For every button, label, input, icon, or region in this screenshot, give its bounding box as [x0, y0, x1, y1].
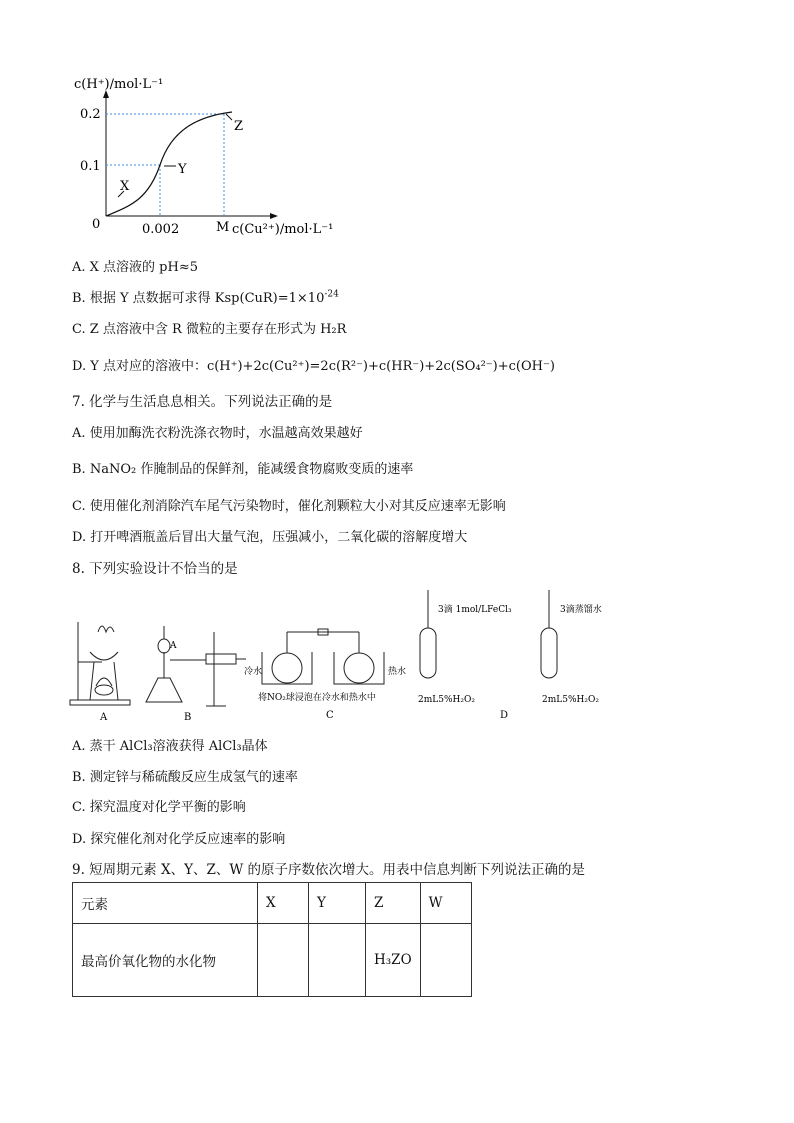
y-tick-label: 0	[92, 217, 101, 232]
x-axis-arrow	[270, 213, 278, 219]
q7-stem: 7. 化学与生活息息相关。下列说法正确的是	[72, 394, 333, 410]
table-cell	[420, 924, 471, 997]
table-cell	[258, 924, 309, 997]
q9-stem: 9. 短周期元素 X、Y、Z、W 的原子序数依次增大。用表中信息判断下列说法正确的是	[72, 862, 586, 878]
table-cell: 最高价氧化物的水化物	[73, 924, 258, 997]
figure-label-d: D	[500, 710, 509, 721]
table-header-row	[73, 883, 472, 924]
apparatus-b	[146, 626, 246, 706]
q7-option-b: B. NaNO₂ 作腌制品的保鲜剂，能减缓食物腐败变质的速率	[72, 462, 414, 477]
point-label-y: Y	[178, 162, 187, 177]
cold-water-label: 冷水	[244, 667, 263, 677]
apparatus-d	[420, 590, 557, 678]
figure-label-c: C	[326, 710, 334, 721]
z-point-leader	[226, 114, 232, 120]
concentration-chart	[60, 70, 360, 245]
x-tick-label: 0.002	[142, 222, 180, 237]
apparatus-c	[262, 629, 384, 684]
q8-option-d: D. 探究催化剂对化学反应速率的影响	[72, 832, 286, 847]
q8-stem: 8. 下列实验设计不恰当的是	[72, 561, 238, 577]
experiment-figure	[66, 582, 636, 724]
y-axis-label: c(H⁺)/mol·L⁻¹	[74, 77, 164, 92]
q7-option-a: A. 使用加酶洗衣粉洗涤衣物时，水温越高效果越好	[72, 426, 363, 441]
table-header-cell: 元素	[73, 883, 258, 924]
apparatus-a	[70, 622, 130, 705]
table-cell	[309, 924, 366, 997]
table-cell: H₃ZO	[366, 924, 421, 997]
q6-option-b-text: B. 根据 Y 点数据可求得 Ksp(CuR)=1×10	[72, 291, 325, 306]
no2-caption: 将NO₂球浸泡在冷水和热水中	[258, 693, 376, 703]
y-tick-label: 0.1	[80, 159, 101, 174]
q6-option-b-exponent: -24	[324, 289, 339, 300]
q6-option-a: A. X 点溶液的 pH≈5	[72, 260, 198, 275]
fecl3-drop-label: 3滴 1mol/LFeCl₃	[438, 605, 512, 615]
x-tick-label: M	[216, 220, 230, 235]
q6-option-c: C. Z 点溶液中含 R 微粒的主要存在形式为 H₂R	[72, 322, 347, 337]
table-row	[73, 924, 472, 997]
point-label-x: X	[120, 179, 130, 194]
q8-option-a: A. 蒸干 AlCl₃溶液获得 AlCl₃晶体	[72, 739, 268, 754]
table-header-cell: W	[420, 883, 471, 924]
x-axis-label: c(Cu²⁺)/mol·L⁻¹	[232, 222, 334, 237]
figure-label-b: B	[184, 712, 192, 723]
q8-option-c: C. 探究温度对化学平衡的影响	[72, 800, 246, 815]
table-header-cell: Y	[309, 883, 366, 924]
h2o2-label-2: 2mL5%H₂O₂	[542, 695, 599, 705]
water-drop-label: 3滴蒸馏水	[560, 605, 602, 615]
q7-option-d: D. 打开啤酒瓶盖后冒出大量气泡，压强减小，二氧化碳的溶解度增大	[72, 530, 468, 545]
y-tick-label: 0.2	[80, 107, 101, 122]
h2o2-label-1: 2mL5%H₂O₂	[418, 695, 475, 705]
curve	[106, 112, 232, 216]
point-label-z: Z	[234, 119, 244, 134]
q8-option-b: B. 测定锌与稀硫酸反应生成氢气的速率	[72, 770, 298, 785]
hot-water-label: 热水	[388, 667, 407, 677]
q6-option-d: D. Y 点对应的溶液中：c(H⁺)+2c(Cu²⁺)=2c(R²⁻)+c(HR⁻)+2c(SO₄²⁻)+c(OH⁻)	[72, 359, 555, 374]
table-header-cell: X	[258, 883, 309, 924]
element-table	[72, 882, 472, 997]
table-header-cell: Z	[366, 883, 421, 924]
q6-option-b	[72, 287, 339, 306]
figure-label-a: A	[100, 712, 108, 723]
figure-label-b-tag: A	[170, 641, 177, 651]
q7-option-c: C. 使用催化剂消除汽车尾气污染物时，催化剂颗粒大小对其反应速率无影响	[72, 499, 506, 514]
